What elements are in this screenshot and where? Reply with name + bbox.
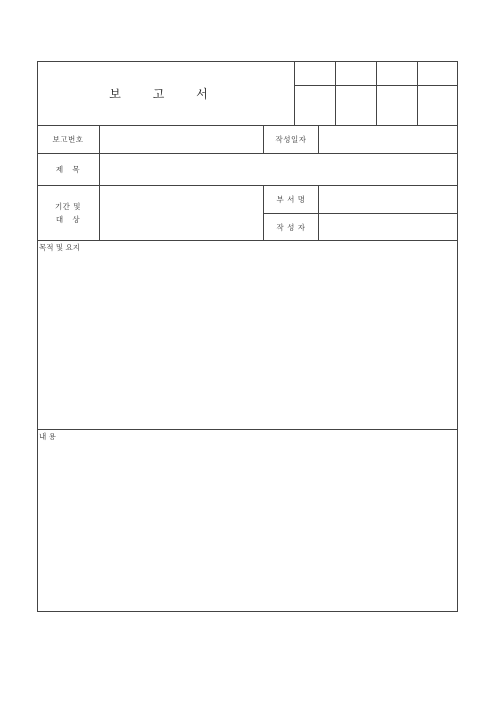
report-form: [37, 61, 458, 612]
content-section-label: 내 용: [39, 432, 56, 441]
purpose-section-label: 목적 및 요지: [39, 243, 80, 252]
approval-sign-cell-3[interactable]: [377, 86, 417, 125]
approval-title-cell-1[interactable]: [295, 62, 335, 85]
approval-sign-cell-4[interactable]: [418, 86, 457, 125]
purpose-section-field[interactable]: [38, 251, 457, 429]
row-period-bottom-rule: [37, 240, 458, 241]
report-number-label: 보고번호: [52, 135, 84, 144]
period-label-line2: 대 상: [55, 215, 81, 224]
period-label-line1: 기간 및: [54, 202, 82, 211]
date-written-label: 작성일자: [275, 135, 307, 144]
approval-title-cell-4[interactable]: [418, 62, 457, 85]
approval-sign-cell-1[interactable]: [295, 86, 335, 125]
report-title: 보 고 서: [109, 86, 222, 101]
subject-field[interactable]: [100, 154, 457, 185]
author-field[interactable]: [319, 214, 457, 240]
period-target-field[interactable]: [100, 186, 263, 240]
report-number-field[interactable]: [100, 126, 263, 153]
approval-sign-cell-2[interactable]: [336, 86, 376, 125]
approval-title-cell-3[interactable]: [377, 62, 417, 85]
subject-label: 제 목: [55, 165, 81, 174]
content-section-field[interactable]: [38, 440, 457, 611]
approval-title-cell-2[interactable]: [336, 62, 376, 85]
period-target-label: [37, 186, 99, 240]
purpose-section-bottom-rule: [37, 429, 458, 430]
date-written-field[interactable]: [319, 126, 457, 153]
author-label: 작 성 자: [276, 222, 306, 232]
department-label: 부 서 명: [276, 195, 306, 204]
department-field[interactable]: [319, 186, 457, 213]
